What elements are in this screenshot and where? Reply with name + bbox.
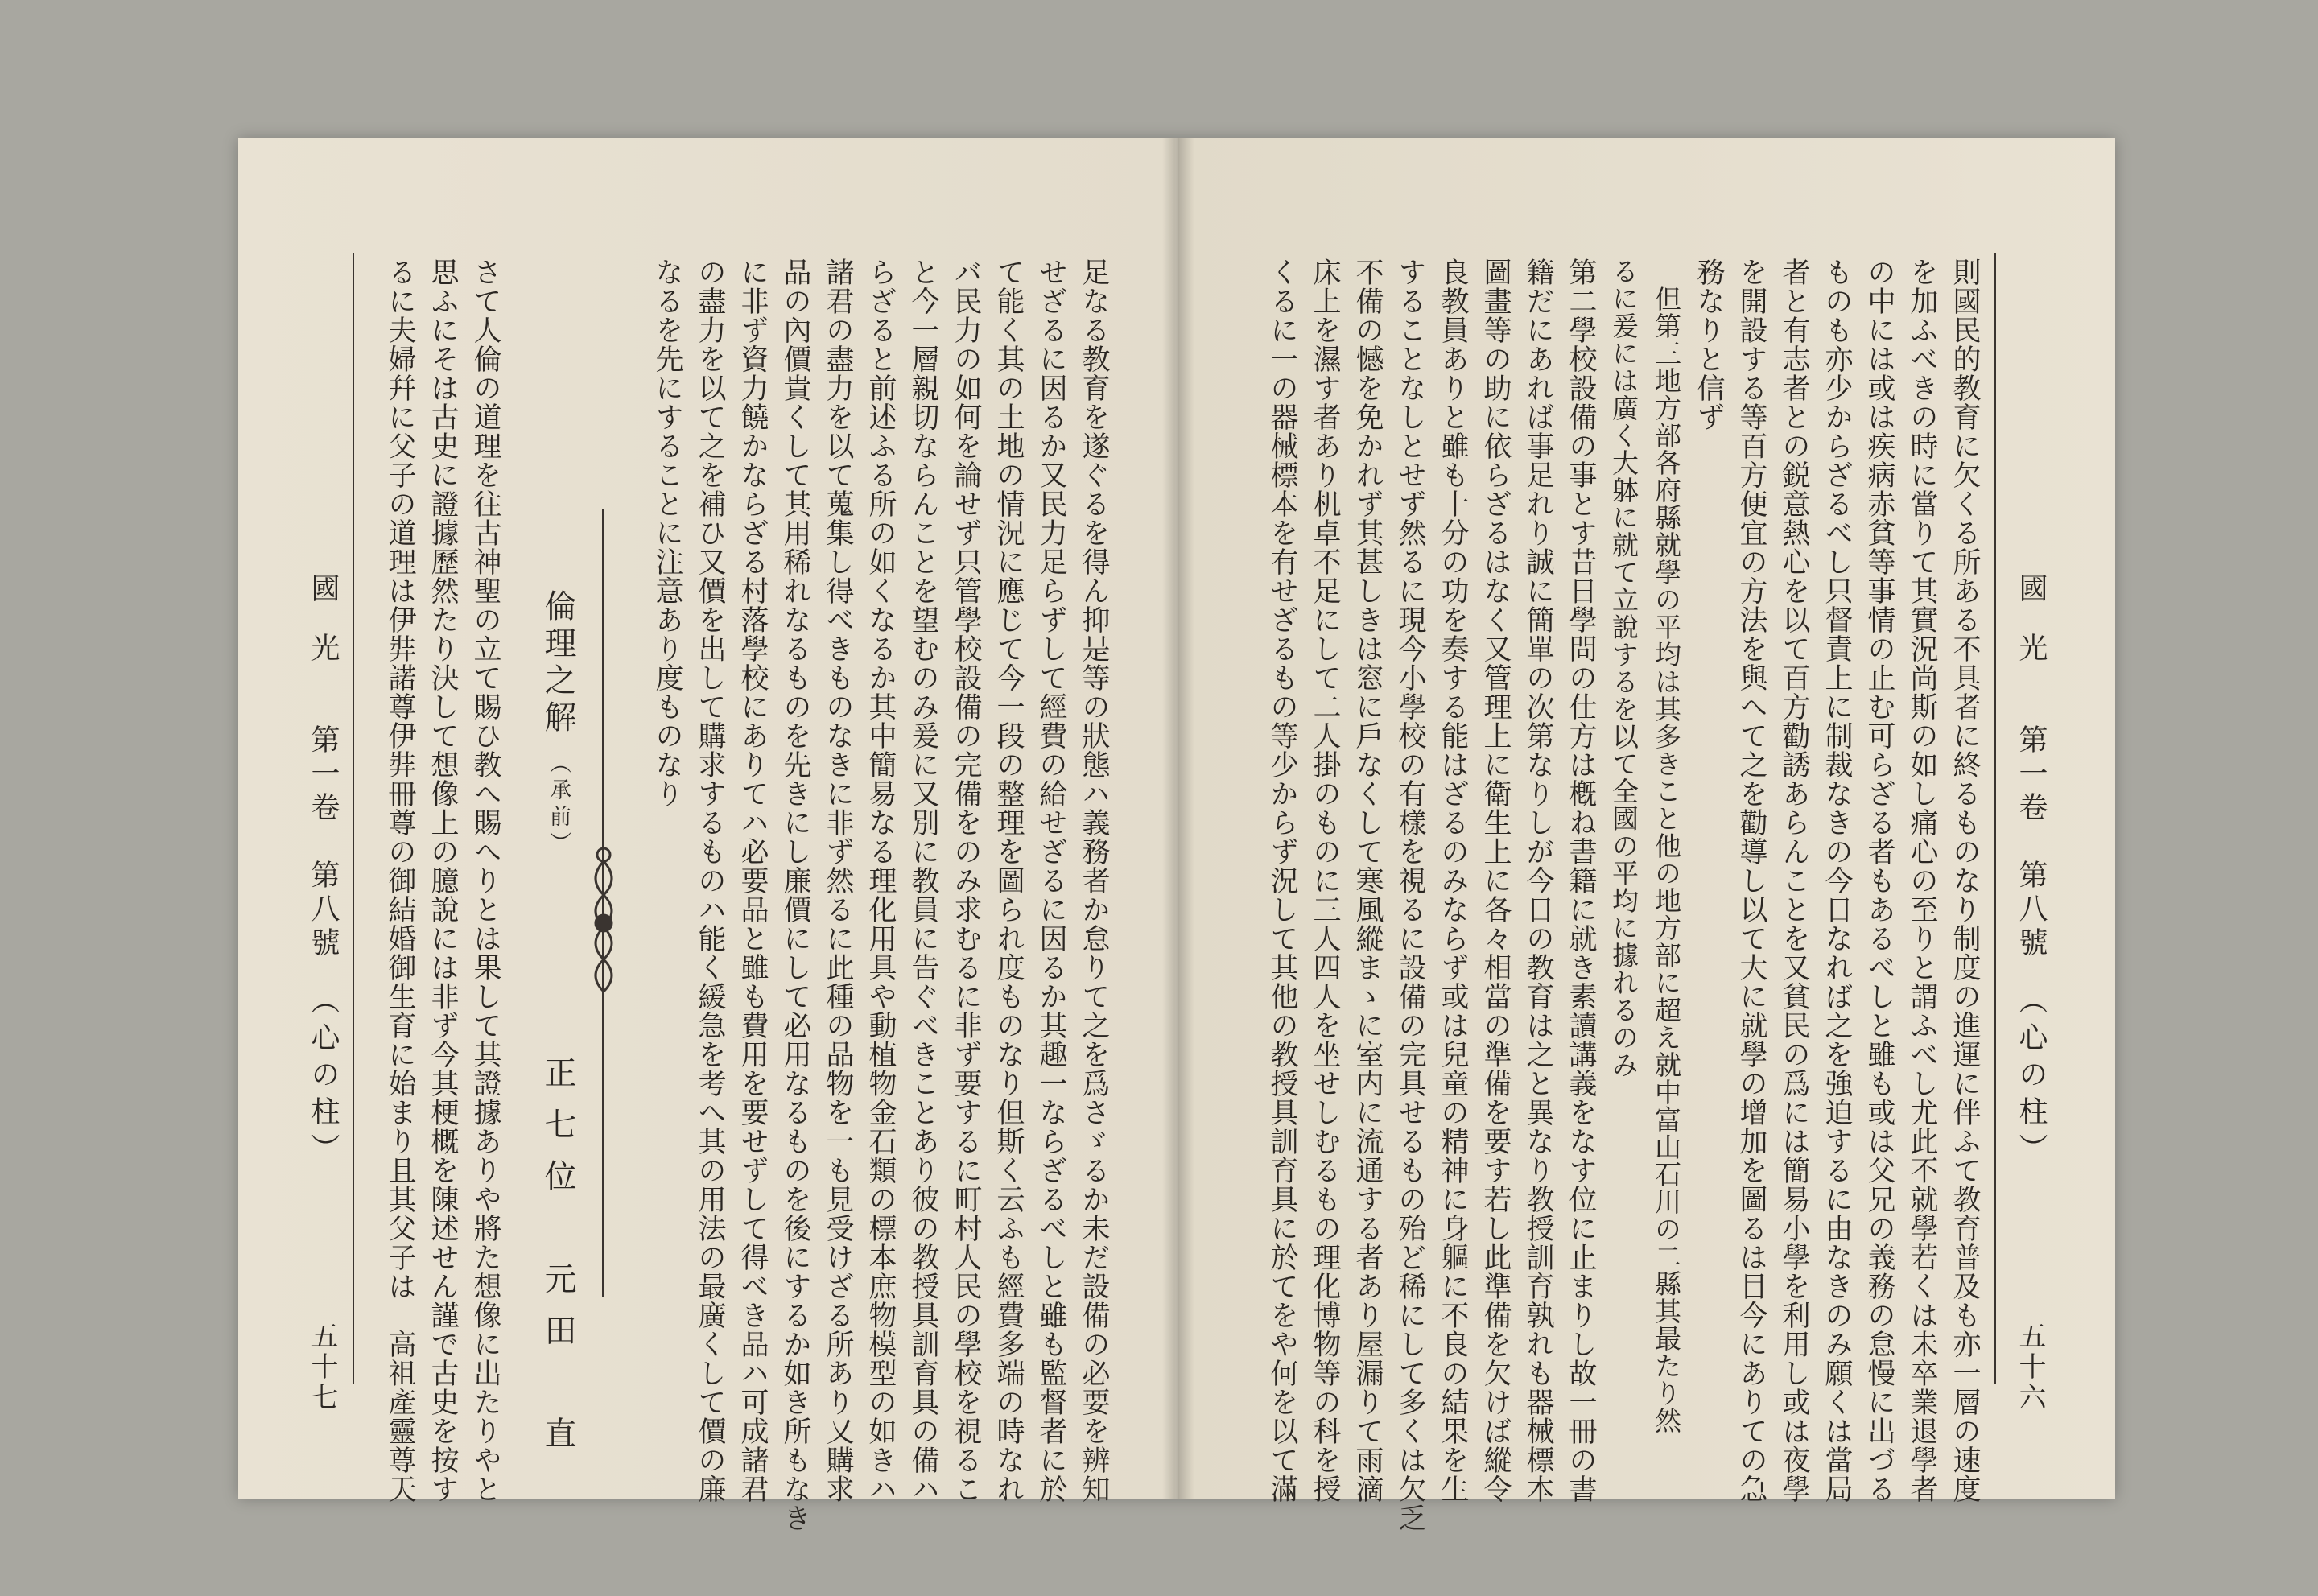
article-title: 倫理之解（承前）	[539, 589, 576, 858]
right-text-line-11: 籍だにあれば事足れり誠に簡單の次第なりしが今日の教育は之と異なり教授訓育孰れも器械標本	[1522, 258, 1554, 1503]
left-header-column: （心の柱）	[307, 985, 340, 1170]
right-text-line-9: るに爰には廣く大躰に就て立說するを以て全國の平均に據れるのみ	[1608, 258, 1640, 1078]
right-text-line-6: を開設する等百方便宜の方法を與へて之を勸導し以て大に就學の增加を圖るは目今にありての急	[1735, 258, 1767, 1503]
article-line-2: 思ふにそは古史に證據歷然たり決して想像上の臆說には非ず今其梗概を陳述せん謹で古史を按す	[427, 258, 459, 1503]
left-text-line-7: 諸君の盡力を以て蒐集し得べきものなきに非ず然るに此種の品物を一も見受けざる所あり又購求	[822, 258, 854, 1503]
left-header-title: 國光	[307, 573, 340, 692]
right-text-line-16: 床上を濕す者あり机卓不足にして二人掛のものに三人四人を坐せしむるもの理化博物等の科を授	[1309, 258, 1341, 1503]
left-text-line-11: なるを先にすることに注意あり度ものなり	[651, 258, 683, 808]
left-text-line-9: に非ず資力饒かならざる村落學校にありてハ必要品と雖も費用を要せずして得べき品ハ可成諸君	[736, 258, 769, 1503]
article-continued-note: （承前）	[546, 752, 571, 858]
left-text-line-3: て能く其の土地の情況に應じて今一段の整理を圖られ度ものなり但斯く云ふも經費多端の時なれ	[992, 258, 1025, 1503]
right-text-line-8: 但第三地方部各府縣就學の平均は其多きこと他の地方部に超え就中富山石川の二縣其最たり然	[1651, 258, 1682, 1434]
right-text-line-17: くるに一の器械標本を有せざるもの等少からず況して其他の教授具訓育具に於てをや何を以て滿	[1266, 258, 1298, 1503]
article-line-3: るに夫婦幷に父子の道理は伊弉諾尊伊弉冊尊の御結婚御生育に始まり且其父子は 高祖產靈尊天	[384, 258, 416, 1503]
book-spread	[238, 138, 2115, 1532]
right-running-header	[2011, 573, 2052, 1170]
left-text-line-5: と今一層親切ならんことを望むのみ爰に又別に教員に告ぐべきことあり彼の教授具訓育具の備ハ	[907, 258, 939, 1503]
right-text-line-5: 者と有志者との鋭意熱心を以て百方勸誘あらんことを又貧民の爲には簡易小學を利用し或は夜學	[1778, 258, 1810, 1503]
right-header-column: （心の柱）	[2015, 985, 2048, 1170]
right-text-line-4: ものも亦少からざるべし只督責上に制裁なきの今日なれば之を強迫するに由なきのみ願くは當局	[1821, 258, 1853, 1503]
left-header-issue: 第一卷 第八號	[307, 724, 340, 961]
book-gutter	[1162, 138, 1194, 1499]
right-text-line-1: 則國民的教育に欠くる所ある不具者に終るものなり制度の進運に伴ふて教育普及も亦一層の速度	[1949, 258, 1981, 1503]
left-text-line-6: らざると前述ふる所の如くなるか其中簡易なる理化用具や動植物金石類の標本庶物模型の如きハ	[864, 258, 897, 1503]
right-text-line-3: の中には或は疾病赤貧等事情の止む可らざる者もあるべしと雖も或は父兄の義務の怠慢に出づる	[1863, 258, 1895, 1503]
left-text-line-1: 足なる教育を遂ぐるを得ん抑是等の狀態ハ義務者か怠りて之を爲さゞるか未だ設備の必要を辨知	[1078, 258, 1110, 1503]
right-text-line-7: 務なりと信ず	[1693, 258, 1725, 431]
article-author: 正七位 元田 直	[539, 1056, 576, 1468]
right-text-line-2: を加ふべきの時に當りて其實況尚斯の如し痛心の至りと謂ふべし尤此不就學若くは未卒業退學者	[1906, 258, 1938, 1503]
right-header-title: 國光	[2015, 573, 2048, 692]
right-header-rule	[1994, 253, 1996, 1384]
left-page	[238, 138, 1175, 1532]
right-text-line-10: 第二學校設備の事とす昔日學問の仕方は槪ね書籍に就き素讀講義をなす位に止まりし故一冊の書	[1565, 258, 1597, 1503]
left-text-line-8: 品の內價貴くして其用稀れなるものを先きにし廉價にして必用なるものを後にするか如き所もなき	[779, 258, 811, 1532]
article-line-1: さて人倫の道理を往古神聖の立て賜ひ教へ賜へりとは果して其證據ありや將た想像に出たりやと	[469, 258, 501, 1503]
right-page-number: 五十六	[2014, 1322, 2046, 1413]
left-page-number: 五十七	[306, 1322, 338, 1413]
right-text-line-12: 圖畫等の助に依らざるはなく又管理上に衛生上に各々相當の準備を要す若し此準備を欠けば縱令	[1479, 258, 1512, 1503]
left-header-rule	[353, 253, 354, 1384]
right-text-line-14: することなしとせず然るに現今小學校の有樣を視るに設備の完具せるもの殆ど稀にして多くは欠乏	[1394, 258, 1426, 1532]
right-header-issue: 第一卷 第八號	[2015, 724, 2048, 961]
left-text-line-10: の盡力を以て之を補ひ又價を出して購求するものハ能く緩急を考へ其の用法の最廣くして價の廉	[694, 258, 726, 1503]
right-page	[1178, 138, 2115, 1532]
right-text-line-13: 良教員ありと雖も十分の功を奏する能はざるのみならず或は兒童の精神に身軀に不良の結果を生	[1437, 258, 1469, 1503]
left-text-line-4: バ民力の如何を論せず只管學校設備の完備をのみ求むるに非ず要するに町村人民の學校を視るこ	[950, 258, 982, 1503]
section-divider-ornament	[580, 839, 628, 1008]
left-text-line-2: せざるに因るか又民力足らずして經費の給せざるに因るか其趣一ならざるべしと雖も監督者に於	[1035, 258, 1067, 1503]
right-text-line-15: 不備の憾を免かれず其甚しきは窓に戶なくして寒風縱まゝに室内に流通する者あり屋漏りて雨滴	[1351, 258, 1384, 1503]
left-running-header	[303, 573, 344, 1170]
